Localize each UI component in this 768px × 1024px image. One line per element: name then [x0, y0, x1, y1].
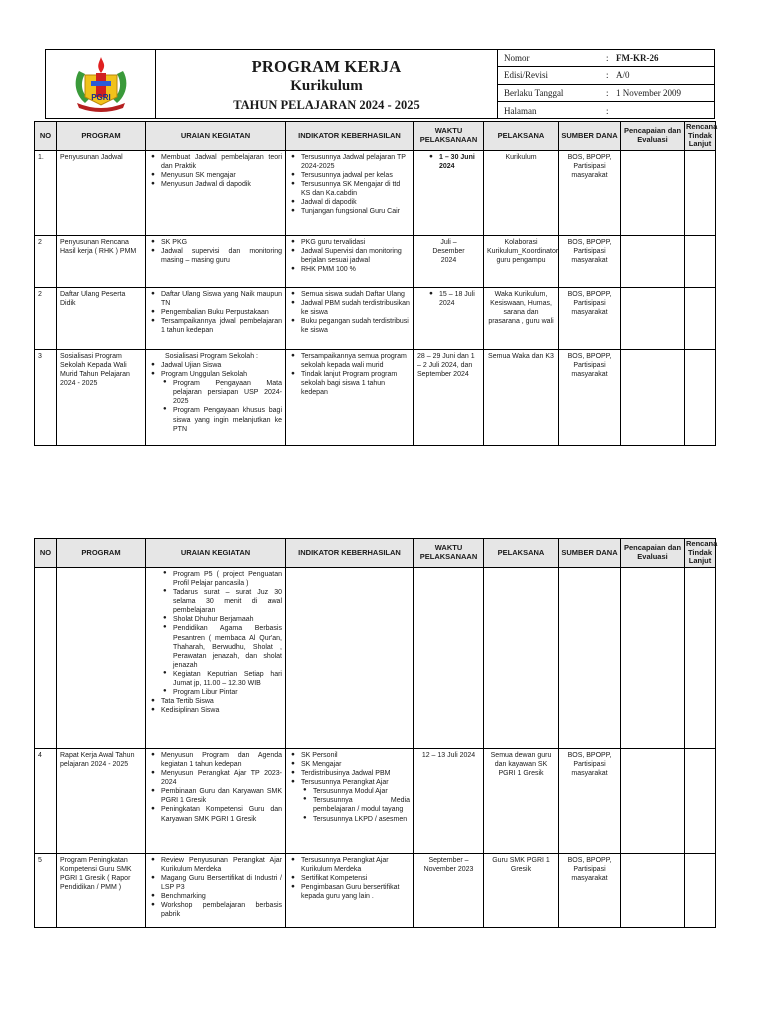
cell-uraian [146, 748, 286, 853]
list-item: ● Program Libur Pintar [161, 688, 282, 697]
meta-value: A/0 [616, 70, 630, 81]
list-item: ● Menyusun Perangkat Ajar TP 2023-2024 [149, 769, 282, 787]
program-table-2 [34, 538, 716, 928]
cell-no: 1. [35, 150, 57, 235]
cell-no [35, 567, 57, 748]
logo-text: PGRI [90, 93, 111, 102]
cell-indikator [286, 150, 414, 235]
list-item: ● Tadarus surat – surat Juz 30 selama 30 menit di awal pembelajaran [161, 588, 282, 615]
cell-pelaksana: Kolaborasi Kurikulum_Koordinator guru pengampu [484, 235, 559, 287]
table-row [35, 567, 716, 748]
list-item: ● Jadwal PBM sudah terdistribusikan ke siswa [289, 299, 410, 317]
list-item: ● Sertifikat Kompetensi [289, 874, 410, 883]
col-pelaksana: PELAKSANA [484, 539, 559, 568]
cell-no: 4 [35, 748, 57, 853]
cell-waktu: Juli – Desember 2024 [414, 235, 484, 287]
meta-key: Halaman [504, 105, 537, 116]
col-rencana: Rencana Tindak Lanjut [685, 122, 716, 151]
cell-rencana [685, 567, 716, 748]
cell-sumber: BOS, BPOPP, Partisipasi masyarakat [559, 748, 621, 853]
list-item: ● Tunjangan fungsional Guru Cair [289, 207, 410, 216]
cell-sumber: BOS, BPOPP, Partisipasi masyarakat [559, 853, 621, 927]
col-indikator: INDIKATOR KEBERHASILAN [286, 539, 414, 568]
list-item: ● Jadwal Supervisi dan monitoring berjalan sesuai jadwal [289, 247, 410, 265]
list-item: ● Pengimbasan Guru bersertifikat kepada guru yang lain . [289, 883, 410, 901]
list-item: ● SK PKG [149, 238, 282, 247]
col-rencana: Rencana Tindak Lanjut [685, 539, 716, 568]
col-indikator: INDIKATOR KEBERHASILAN [286, 122, 414, 151]
col-uraian: URAIAN KEGIATAN [146, 539, 286, 568]
list-item: ● Workshop pembelajaran berbasis pabrik [149, 901, 282, 919]
cell-indikator [286, 235, 414, 287]
cell-pelaksana: Kurikulum [484, 150, 559, 235]
list-item: ● Menyusun SK mengajar [149, 171, 282, 180]
list-item: ● SK Personil [289, 751, 410, 760]
cell-uraian [146, 235, 286, 287]
cell-program: Rapat Kerja Awal Tahun pelajaran 2024 - 2025 [57, 748, 146, 853]
cell-rencana [685, 349, 716, 445]
cell-uraian [146, 853, 286, 927]
cell-no: 5 [35, 853, 57, 927]
list-item: ● Program P5 ( project Penguatan Profil Pelajar pancasila ) [161, 570, 282, 588]
col-program: PROGRAM [57, 122, 146, 151]
list-item: ● Review Penyusunan Perangkat Ajar Kurikulum Merdeka [149, 856, 282, 874]
col-waktu: WAKTU PELAKSANAAN [414, 122, 484, 151]
list-item: ● Tersusunnya Modul Ajar [301, 787, 410, 796]
cell-pelaksana: Waka Kurikulum, Kesiswaan, Humas, sarana dan prasarana , guru wali [484, 287, 559, 349]
cell-no: 3 [35, 349, 57, 445]
cell-sumber [559, 567, 621, 748]
col-pencapaian: Pencapaian dan Evaluasi [621, 539, 685, 568]
cell-indikator [286, 853, 414, 927]
col-pencapaian: Pencapaian dan Evaluasi [621, 122, 685, 151]
cell-sumber: BOS, BPOPP, Partisipasi masyarakat [559, 287, 621, 349]
cell-sumber: BOS, BPOPP, Partisipasi masyarakat [559, 349, 621, 445]
list-item: ● Kegiatan Keputrian Setiap hari Jumat jp, 11.00 – 12.30 WIB [161, 670, 282, 688]
table-row [35, 235, 716, 287]
list-item: ● Magang Guru Bersertifikat di Industri / LSP P3 [149, 874, 282, 892]
cell-sumber: BOS, BPOPP, Partisipasi masyarakat [559, 150, 621, 235]
list-item: ● Tata Tertib Siswa [149, 697, 282, 706]
cell-rencana [685, 853, 716, 927]
table-row [35, 150, 716, 235]
table-row [35, 853, 716, 927]
cell-rencana [685, 748, 716, 853]
list-item: ● Buku pegangan sudah terdistribusi ke siswa [289, 317, 410, 335]
meta-row [498, 50, 714, 67]
list-item: ● Pembinaan Guru dan Karyawan SMK PGRI 1 Gresik [149, 787, 282, 805]
cell-pelaksana: Semua dewan guru dan kayawan SK PGRI 1 Gresik [484, 748, 559, 853]
cell-program: Penyusunan Rencana Hasil kerja ( RHK ) PMM [57, 235, 146, 287]
cell-uraian [146, 150, 286, 235]
list-item: ● Program Pengayaan Mata pelajaran persiapan USP 2024-2025 [161, 379, 282, 406]
list-item: ● Tersusunnya LKPD / asesmen [301, 815, 410, 824]
meta-value: FM-KR-26 [616, 53, 659, 64]
cell-pelaksana: Semua Waka dan K3 [484, 349, 559, 445]
list-item: ● Menyusun Jadwal di dapodik [149, 180, 282, 189]
meta-sep: : [606, 53, 609, 64]
cell-no: 2 [35, 235, 57, 287]
col-sumber: SUMBER DANA [559, 122, 621, 151]
cell-indikator [286, 567, 414, 748]
cell-rencana [685, 235, 716, 287]
list-item: ● Tindak lanjut Program program sekolah bagi siswa 1 tahun kedepan [289, 370, 410, 397]
cell-uraian [146, 567, 286, 748]
cell-indikator [286, 748, 414, 853]
meta-table [498, 50, 714, 118]
list-item: ● PKG guru tervalidasi [289, 238, 410, 247]
table-header-row [35, 539, 716, 568]
title-cell [156, 50, 498, 118]
document-header [45, 49, 715, 119]
cell-program: Penyusunan Jadwal [57, 150, 146, 235]
col-sumber: SUMBER DANA [559, 539, 621, 568]
list-item: ● Semua siswa sudah Daftar Ulang [289, 290, 410, 299]
cell-uraian [146, 287, 286, 349]
list-item: ● Benchmarking [149, 892, 282, 901]
table-row [35, 287, 716, 349]
list-item: ● Tersusunnya Jadwal pelajaran TP 2024-2025 [289, 153, 410, 171]
list-item: ● Tersusunnya Media pembelajaran / modul tayang [301, 796, 410, 814]
cell-waktu: 12 – 13 Juli 2024 [414, 748, 484, 853]
cell-program: Program Peningkatan Kompetensi Guru SMK PGRI 1 Gresik ( Rapor Pendidikan / PMM ) [57, 853, 146, 927]
meta-sep: : [606, 70, 609, 81]
meta-value: 1 November 2009 [616, 87, 681, 98]
meta-row [498, 102, 714, 119]
list-item: ● Tersusunnya SK Mengajar di ttd KS dan Ka.cabdin [289, 180, 410, 198]
meta-key: Nomor [504, 53, 530, 64]
cell-pelaksana: Guru SMK PGRI 1 Gresik [484, 853, 559, 927]
col-pelaksana: PELAKSANA [484, 122, 559, 151]
list-item: ● Jadwal supervisi dan monitoring masing – masing guru [149, 247, 282, 265]
list-item: ● Tersampaikannya jdwal pembelajaran 1 tahun kedepan [149, 317, 282, 335]
cell-no: 2 [35, 287, 57, 349]
list-item: ● Tersampaikannya semua program sekolah kepada wali murid [289, 352, 410, 370]
list-item: ● Daftar Ulang Siswa yang Naik maupun TN [149, 290, 282, 308]
doc-title: PROGRAM KERJA [251, 57, 402, 76]
cell-pencapaian [621, 150, 685, 235]
list-item: ● Tersusunnya Perangkat Ajar [289, 778, 410, 787]
pgri-logo [63, 53, 139, 115]
meta-sep: : [606, 87, 609, 98]
table-row [35, 748, 716, 853]
cell-waktu [414, 567, 484, 748]
list-item: ● SK Mengajar [289, 760, 410, 769]
list-item: ● Program Pengayaan khusus bagi siswa yang ingin melanjutkan ke PTN [161, 406, 282, 433]
table-header-row [35, 122, 716, 151]
meta-key: Berlaku Tanggal [504, 87, 564, 98]
col-program: PROGRAM [57, 539, 146, 568]
doc-year: TAHUN PELAJARAN 2024 - 2025 [233, 98, 420, 112]
uraian-intro: Sosialisasi Program Sekolah : [165, 352, 258, 360]
col-no: NO [35, 539, 57, 568]
list-item: ● Menyusun Program dan Agenda kegiatan 1 tahun kedepan [149, 751, 282, 769]
cell-program: Sosialisasi Program Sekolah Kepada Wali Murid Tahun Pelajaran 2024 - 2025 [57, 349, 146, 445]
cell-sumber: BOS, BPOPP, Partisipasi masyarakat [559, 235, 621, 287]
logo-cell [46, 50, 156, 118]
col-waktu: WAKTU PELAKSANAAN [414, 539, 484, 568]
cell-indikator [286, 287, 414, 349]
list-item: ● Pengembalian Buku Perpustakaan [149, 308, 282, 317]
cell-waktu: September – November 2023 [414, 853, 484, 927]
list-item: ● Membuat Jadwal pembelajaran teori dan Praktik [149, 153, 282, 171]
program-table-1 [34, 121, 716, 446]
cell-waktu [414, 287, 484, 349]
cell-program: Daftar Ulang Peserta Didik [57, 287, 146, 349]
cell-pencapaian [621, 748, 685, 853]
table-row [35, 349, 716, 445]
cell-indikator [286, 349, 414, 445]
meta-row [498, 67, 714, 84]
meta-sep: : [606, 105, 609, 116]
list-item: ● Peningkatan Kompetensi Guru dan Karyawan SMK PGRI 1 Gresik [149, 805, 282, 823]
col-no: NO [35, 122, 57, 151]
cell-pelaksana [484, 567, 559, 748]
list-item: ● 15 – 18 Juli 2024 [427, 290, 480, 308]
cell-pencapaian [621, 287, 685, 349]
cell-pencapaian [621, 567, 685, 748]
list-item: ● 1 – 30 Juni 2024 [427, 153, 480, 171]
col-uraian: URAIAN KEGIATAN [146, 122, 286, 151]
list-item: ● Tersusunnya jadwal per kelas [289, 171, 410, 180]
list-item: ● Program Unggulan Sekolah [149, 370, 282, 379]
meta-key: Edisi/Revisi [504, 70, 549, 81]
cell-waktu: 28 – 29 Juni dan 1 – 2 Juli 2024, dan September 2024 [414, 349, 484, 445]
cell-uraian [146, 349, 286, 445]
cell-rencana [685, 287, 716, 349]
list-item: ● Jadwal Ujian Siswa [149, 361, 282, 370]
list-item: ● Terdistribusinya Jadwal PBM [289, 769, 410, 778]
cell-pencapaian [621, 853, 685, 927]
cell-rencana [685, 150, 716, 235]
list-item: ● Pendidikan Agama Berbasis Pesantren ( membaca Al Qur'an, Thaharah, Berwudhu, Sholat , Perawatan jenazah, dan sholat jenazah [161, 624, 282, 669]
list-item: ● Sholat Dhuhur Berjamaah [161, 615, 282, 624]
list-item: ● RHK PMM 100 % [289, 265, 410, 274]
cell-pencapaian [621, 349, 685, 445]
cell-pencapaian [621, 235, 685, 287]
doc-subtitle: Kurikulum [290, 78, 363, 94]
list-item: ● Kedisiplinan Siswa [149, 706, 282, 715]
cell-waktu [414, 150, 484, 235]
list-item: ● Tersusunnya Perangkat Ajar Kurikulum Merdeka [289, 856, 410, 874]
cell-program [57, 567, 146, 748]
meta-row [498, 85, 714, 102]
list-item: ● Jadwal di dapodik [289, 198, 410, 207]
